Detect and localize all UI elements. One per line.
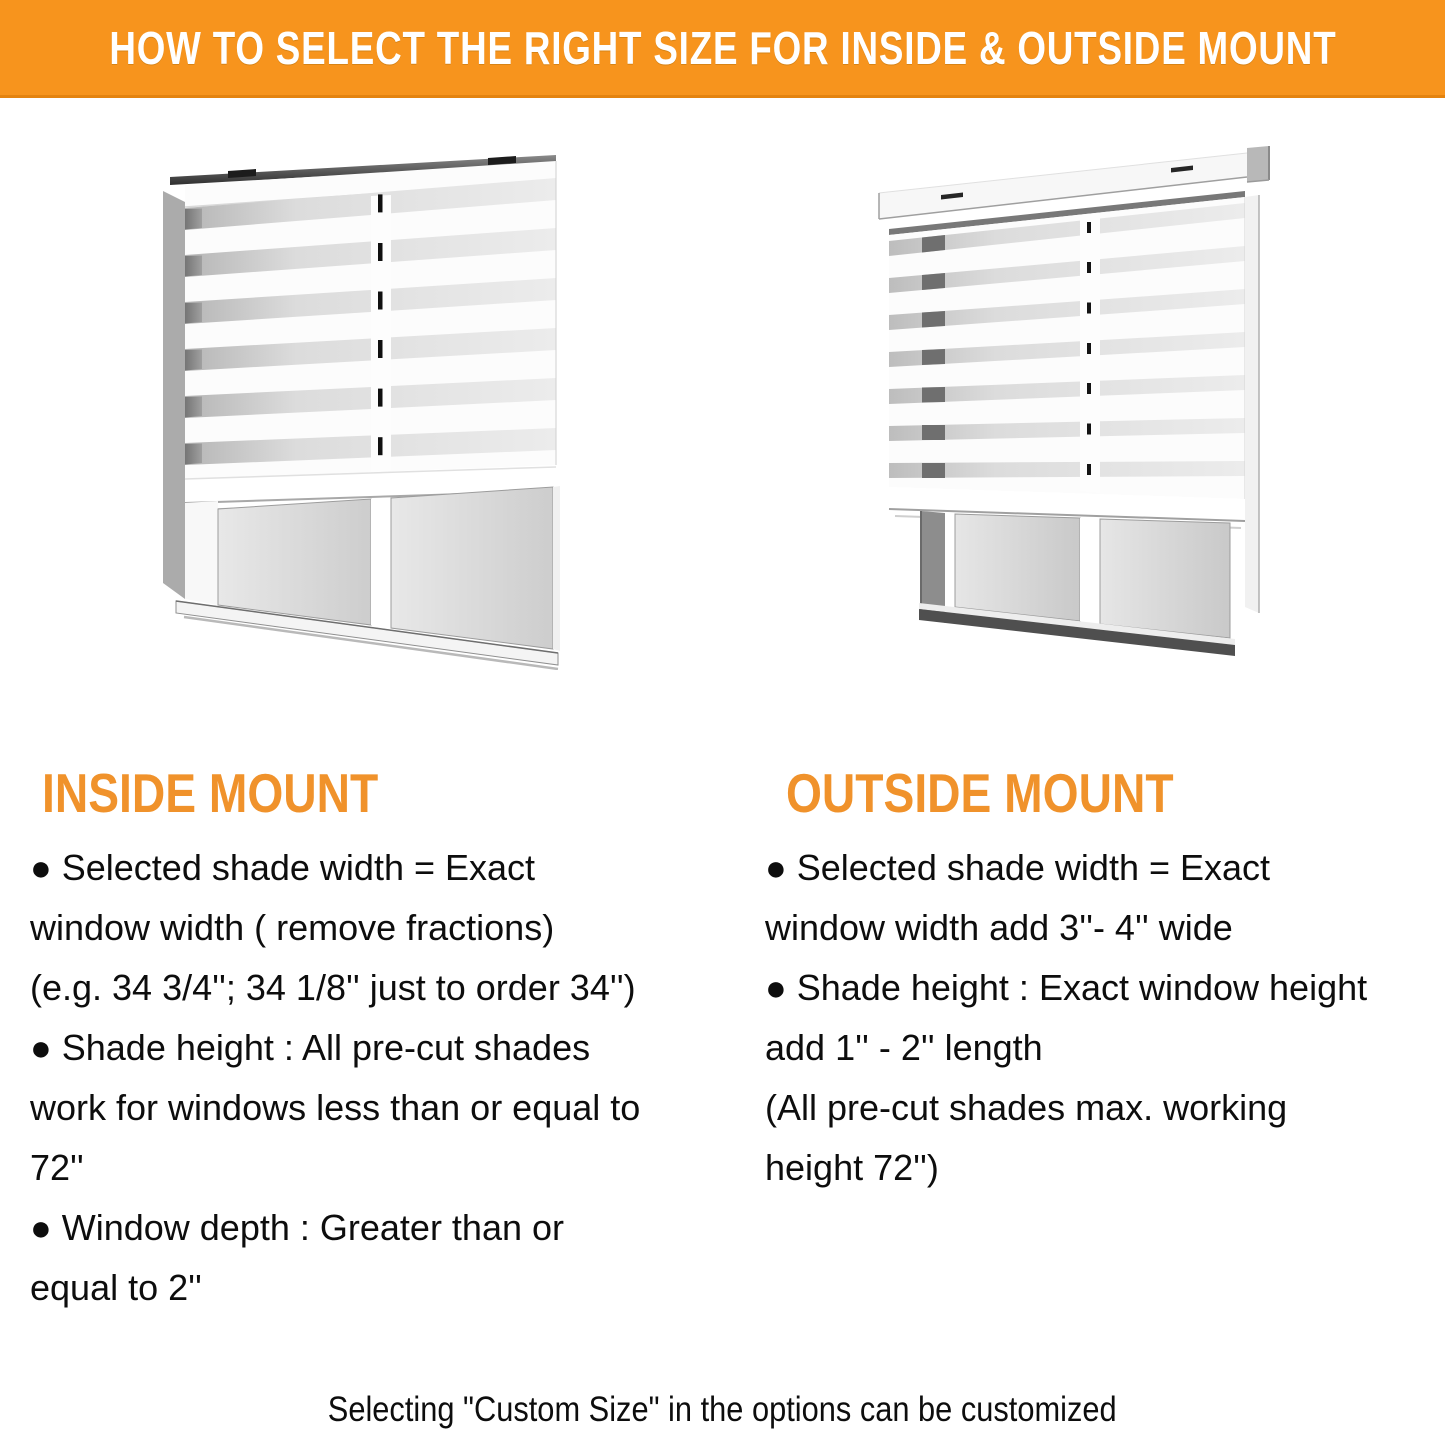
bullet-line: ● Shade height : Exact window height [765,967,1368,1008]
bullet-line: ● Selected shade width = Exact [765,847,1271,888]
inside-mount-heading: INSIDE MOUNT [42,762,379,824]
inside-mount-bullets [30,838,720,1318]
bullet-line: equal to 2'' [30,1267,202,1308]
bullet-line: ● Shade height : All pre-cut shades [30,1027,591,1068]
bullet-line: ● Window depth : Greater than or [30,1207,565,1248]
end-cap [1247,146,1269,182]
window-glass [919,511,1235,656]
zebra-shade [889,197,1245,499]
outside-mount-window-illustration [875,145,1275,657]
wall-edge-strip [1245,195,1259,613]
banner-title: HOW TO SELECT THE RIGHT SIZE FOR INSIDE & OUTSIDE MOUNT [108,21,1337,74]
banner [0,0,1445,98]
bullet-line: window width add 3''- 4'' wide [765,907,1233,948]
outside-mount-heading: OUTSIDE MOUNT [786,762,1174,824]
custom-size-note: Selecting "Custom Size" in the options can be customized [328,1390,1117,1429]
bullet-line: (e.g. 34 3/4''; 34 1/8'' just to order 34'') [30,967,636,1008]
bullet-line: (All pre-cut shades max. working [765,1087,1288,1128]
bullet-line: window width ( remove fractions) [30,907,555,948]
bullet-line: add 1'' - 2'' length [765,1027,1043,1068]
bullet-line: work for windows less than or equal to [30,1087,641,1128]
bullet-line: 72'' [30,1147,84,1188]
bullet-line: ● Selected shade width = Exact [30,847,536,888]
outside-mount-bullets [765,838,1425,1198]
bullet-line: height 72'') [765,1147,939,1188]
inside-mount-window-illustration [158,155,563,670]
zebra-shade [185,161,556,479]
window-glass [176,486,560,669]
